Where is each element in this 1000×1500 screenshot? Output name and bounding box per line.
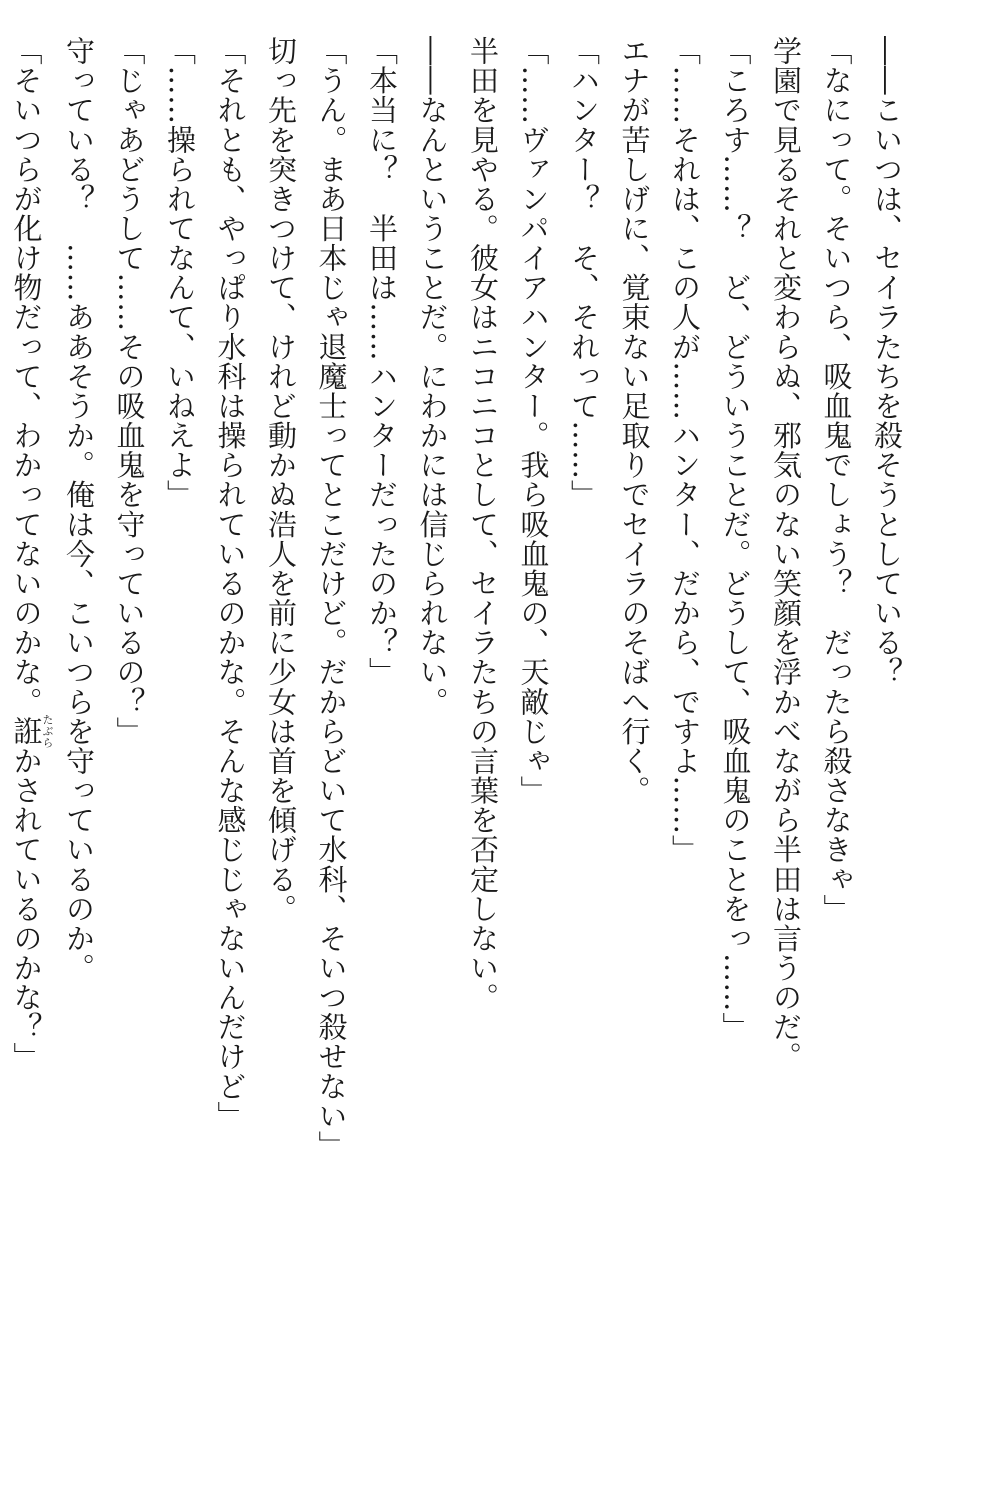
text-line: 「ころす……？ ど、どういうことだ。どうして、吸血鬼のことをっ……」	[718, 36, 753, 1042]
text-line: ――なんということだ。にわかには信じられない。	[415, 36, 450, 717]
vertical-text-body	[1, 36, 912, 1416]
text-segment: かされているのかな？」	[9, 745, 44, 1072]
text-line: 「……それは、この人が……ハンター、だから、ですよ……」	[668, 36, 702, 865]
text-line: 切っ先を突きつけて、けれど動かぬ浩人を前に少女は首を傾げる。	[264, 36, 298, 924]
text-line: 「うん。まあ日本じゃ退魔士ってとこだけど。だからどいて水科、そいつ殺せない」	[314, 36, 349, 1161]
text-line-last	[1, 36, 54, 1416]
ruby-word	[9, 713, 54, 749]
text-segment: 「そいつらが化け物だって、わかってないのかな。	[9, 36, 44, 717]
text-line: エナが苦しげに、覚束ない足取りでセイラのそばへ行く。	[617, 36, 652, 806]
ruby-reading: たぶら	[41, 713, 54, 749]
text-line: 「……操られてなんて、いねえよ」	[163, 36, 197, 510]
text-line: 「本当に？ 半田は……ハンターだったのか？」	[365, 36, 399, 687]
text-line: 「それとも、やっぱり水科は操られているのかな。そんな感じじゃないんだけど」	[213, 36, 248, 1131]
text-line: 「ハンター？ そ、それって……」	[567, 36, 601, 510]
text-line: 「じゃあどうして……その吸血鬼を守っているの？」	[112, 36, 147, 746]
text-line: 「……ヴァンパイアハンター。我ら吸血鬼の、天敵じゃ」	[516, 36, 551, 806]
text-line: 学園で見るそれと変わらぬ、邪気のない笑顔を浮かべながら半田は言うのだ。	[769, 36, 803, 1072]
text-line: 守っている？ ……ああそうか。俺は今、こいつらを守っているのか。	[62, 36, 96, 983]
text-line: 「なにって。そいつら、吸血鬼でしょう？ だったら殺さなきゃ」	[819, 36, 854, 924]
text-line: ――こいつは、セイラたちを殺そうとしている？	[870, 36, 904, 687]
text-line: 半田を見やる。彼女はニコニコとして、セイラたちの言葉を否定しない。	[466, 36, 500, 1013]
ruby-base: 誑	[9, 713, 44, 749]
